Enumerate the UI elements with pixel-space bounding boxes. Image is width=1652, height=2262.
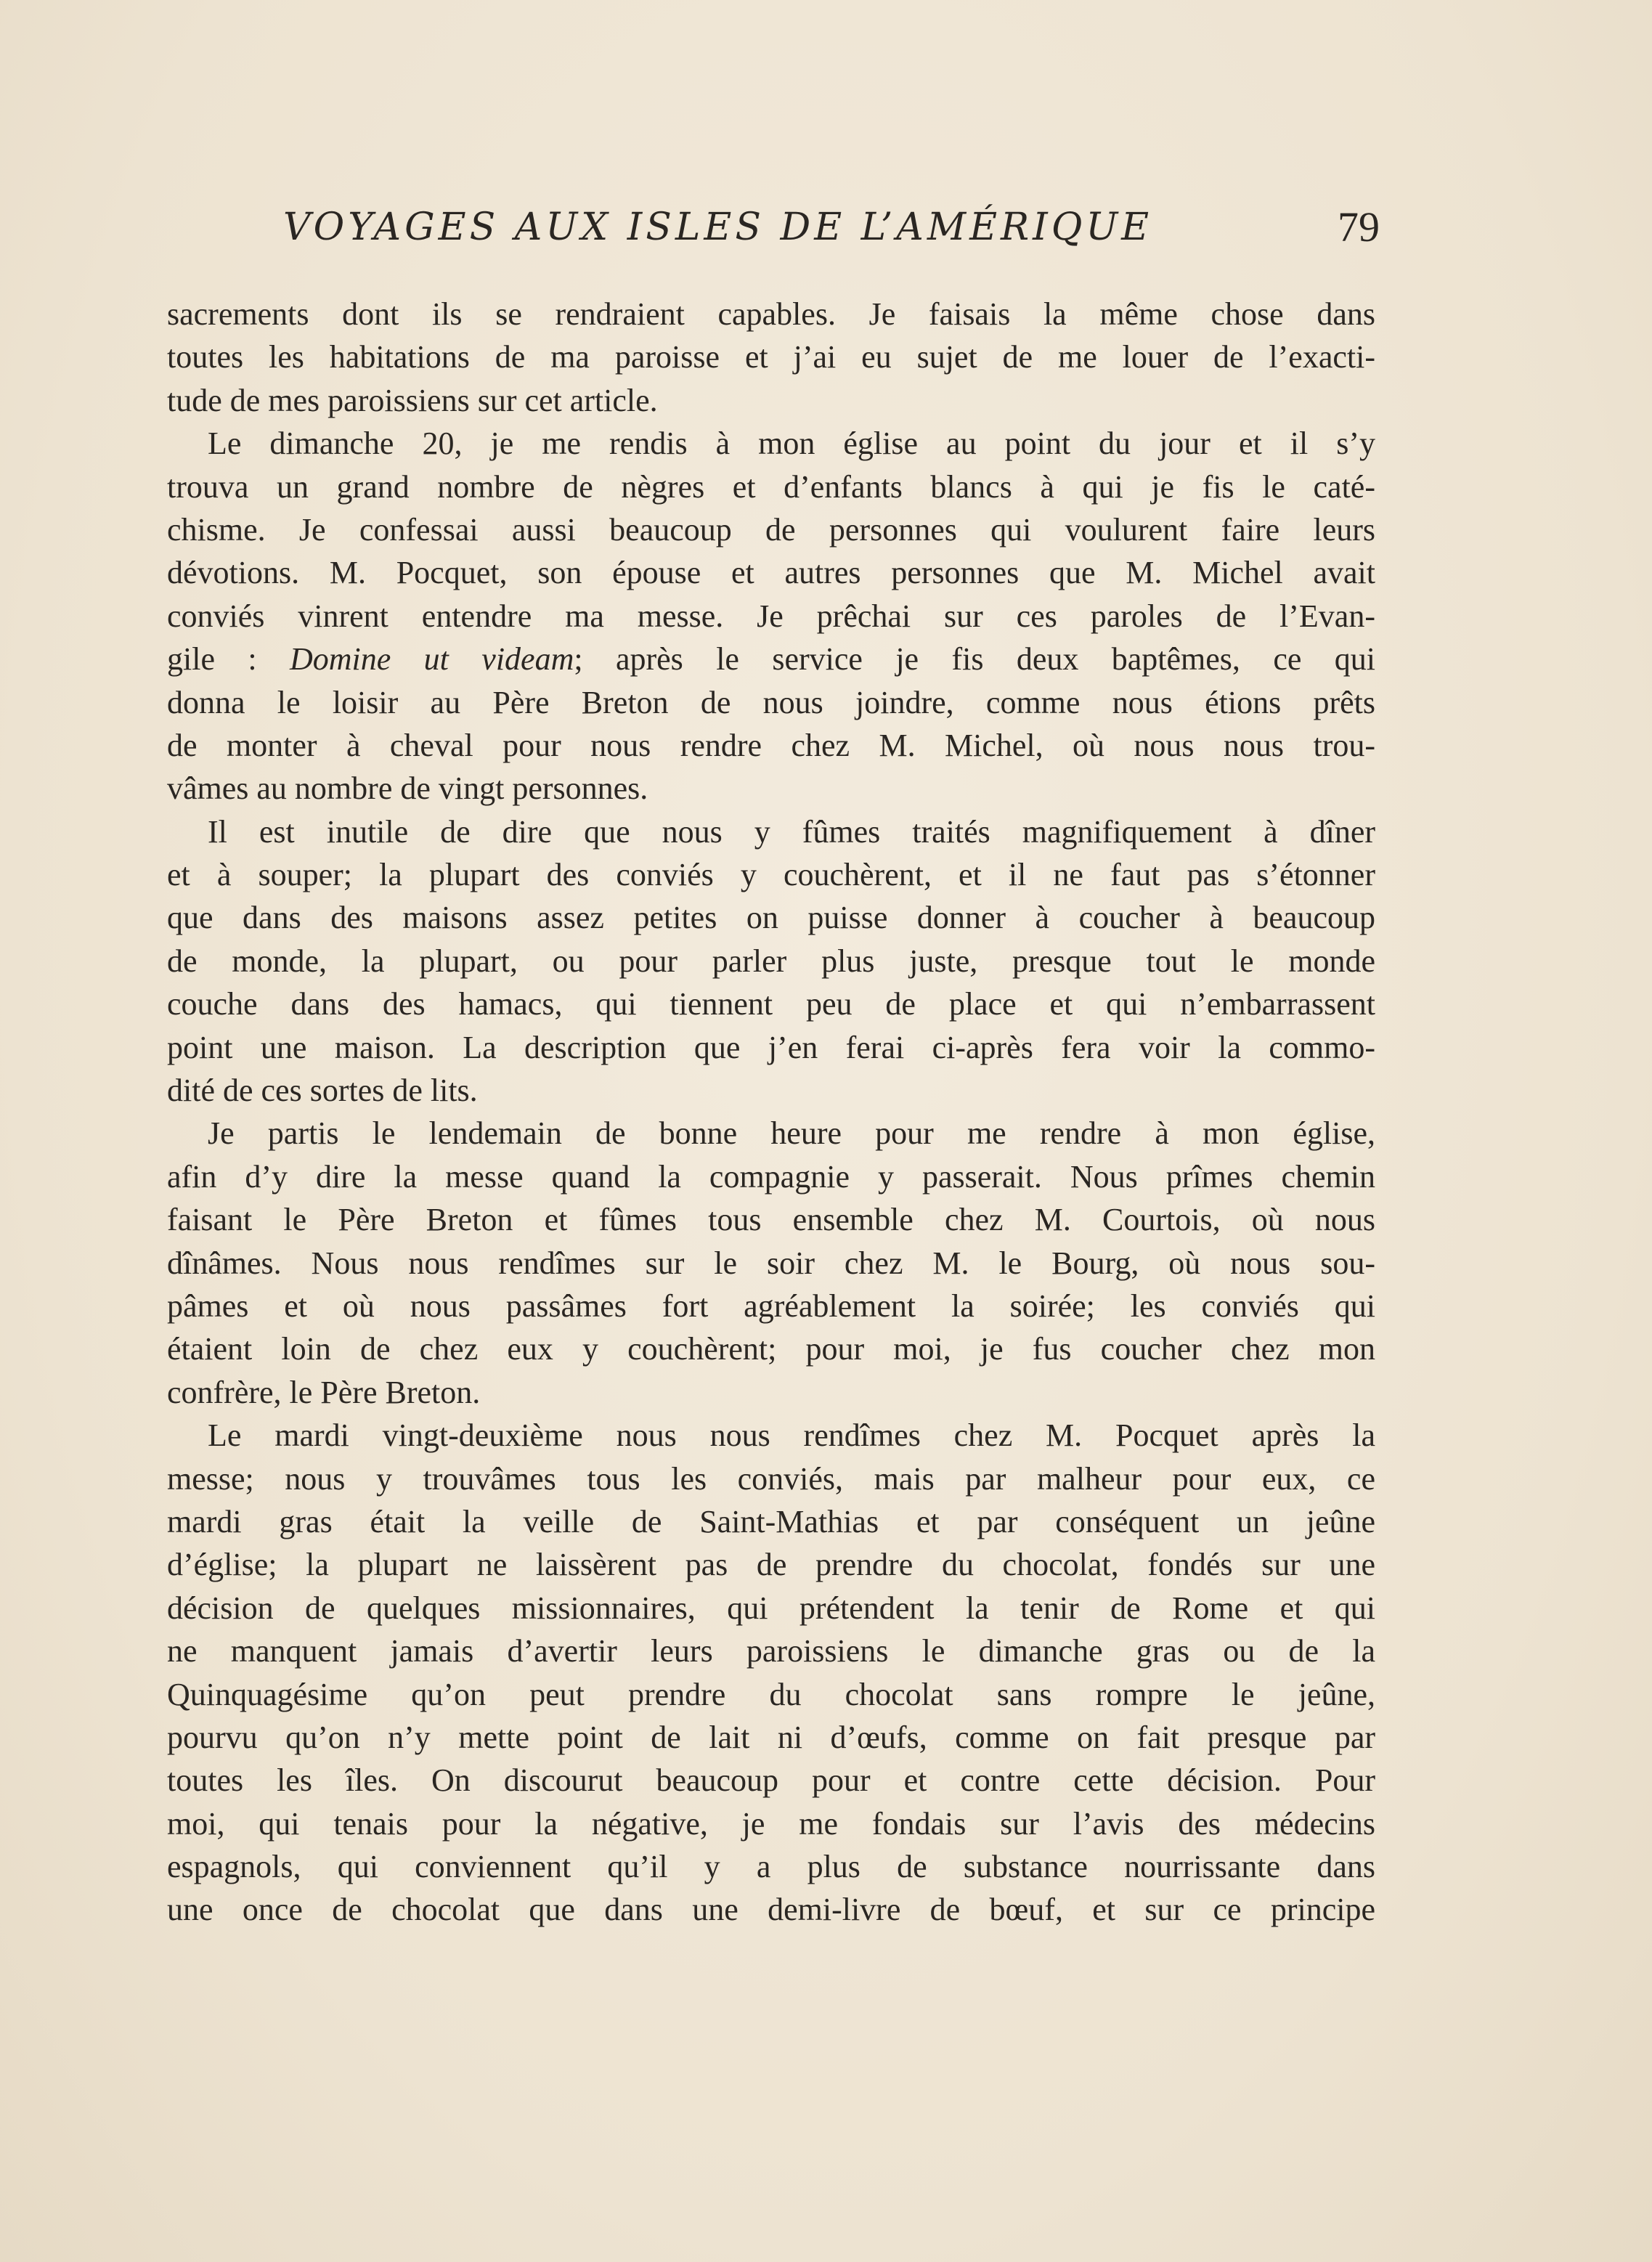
text-line: Le dimanche 20, je me rendis à mon église au point du jour et il s’y <box>208 426 1375 462</box>
text-line: Il est inutile de dire que nous y fûmes traités magnifiquement à dîner <box>208 813 1375 850</box>
text-line: sacrements dont ils se rendraient capables. Je faisais la même chose dans <box>167 296 1375 332</box>
text-line: afin d’y dire la messe quand la compagnie y passerait. Nous prîmes chemin <box>167 1158 1375 1195</box>
text-line: point une maison. La description que j’en ferai ci-après fera voir la commo- <box>167 1029 1375 1065</box>
text-line: mardi gras était la veille de Saint-Mathias et par conséquent un jeûne <box>167 1503 1375 1539</box>
text-line: d’église; la plupart ne laissèrent pas de prendre du chocolat, fondés sur une <box>167 1547 1375 1583</box>
text-line: espagnols, qui conviennent qu’il y a plus de substance nourrissante dans <box>167 1849 1375 1885</box>
text-line: trouva un grand nombre de nègres et d’enfants blancs à qui je fis le caté- <box>167 468 1375 505</box>
text-line: toutes les îles. On discourut beaucoup pour et contre cette décision. Pour <box>167 1762 1375 1799</box>
text-line: étaient loin de chez eux y couchèrent; pour moi, je fus coucher chez mon <box>167 1331 1375 1367</box>
text-line: donna le loisir au Père Breton de nous joindre, comme nous étions prêts <box>167 684 1375 720</box>
latin-quote: Domine ut videam <box>289 641 574 678</box>
text-line: pâmes et où nous passâmes fort agréablement la soirée; les conviés qui <box>167 1287 1375 1324</box>
running-head <box>167 195 1380 260</box>
text-line: et à souper; la plupart des conviés y couchèrent, et il ne faut pas s’étonner <box>167 857 1375 893</box>
text-line: de monde, la plupart, ou pour parler plus juste, presque tout le monde <box>167 943 1375 979</box>
text-line: messe; nous y trouvâmes tous les conviés, mais par malheur pour eux, ce <box>167 1460 1375 1497</box>
text-line: dévotions. M. Pocquet, son épouse et autres personnes que M. Michel avait <box>167 555 1375 591</box>
running-title: VOYAGES AUX ISLES DE L’AMÉRIQUE <box>283 206 1153 249</box>
text-line: moi, qui tenais pour la négative, je me fondais sur l’avis des médecins <box>167 1805 1375 1842</box>
text-line: Je partis le lendemain de bonne heure pour me rendre à mon église, <box>208 1115 1375 1152</box>
text-line: une once de chocolat que dans une demi-livre de bœuf, et sur ce principe <box>167 1892 1375 1928</box>
body-text <box>167 293 1375 1932</box>
text-line: faisant le Père Breton et fûmes tous ensemble chez M. Courtois, où nous <box>167 1202 1375 1238</box>
text-line: tude de mes paroissiens sur cet article. <box>167 382 658 418</box>
text-line: toutes les habitations de ma paroisse et j’ai eu sujet de me louer de l’exacti- <box>167 339 1375 375</box>
text-line: confrère, le Père Breton. <box>167 1374 481 1410</box>
text-line: décision de quelques missionnaires, qui prétendent la tenir de Rome et qui <box>167 1590 1375 1626</box>
text-line: vâmes au nombre de vingt personnes. <box>167 770 648 807</box>
text-line: ne manquent jamais d’avertir leurs paroissiens le dimanche gras ou de la <box>167 1633 1375 1669</box>
text-line: dité de ces sortes de lits. <box>167 1073 478 1109</box>
text-line: dînâmes. Nous nous rendîmes sur le soir chez M. le Bourg, où nous sou- <box>167 1245 1375 1281</box>
text-line: pourvu qu’on n’y mette point de lait ni d’œufs, comme on fait presque par <box>167 1719 1375 1755</box>
text-line: conviés vinrent entendre ma messe. Je prêchai sur ces paroles de l’Evan- <box>167 598 1375 634</box>
page-number: 79 <box>1338 203 1380 251</box>
text-line: Le mardi vingt-deuxième nous nous rendîmes chez M. Pocquet après la <box>208 1417 1375 1454</box>
text-line: Quinquagésime qu’on peut prendre du chocolat sans rompre le jeûne, <box>167 1676 1375 1712</box>
text-line: gile : Domine ut videam; après le service je fis deux baptêmes, ce qui <box>167 641 1375 678</box>
text-line: chisme. Je confessai aussi beaucoup de personnes qui voulurent faire leurs <box>167 511 1375 548</box>
text-line: que dans des maisons assez petites on puisse donner à coucher à beaucoup <box>167 900 1375 936</box>
text-line: de monter à cheval pour nous rendre chez M. Michel, où nous nous trou- <box>167 727 1375 763</box>
text-line: couche dans des hamacs, qui tiennent peu de place et qui n’embarrassent <box>167 986 1375 1022</box>
